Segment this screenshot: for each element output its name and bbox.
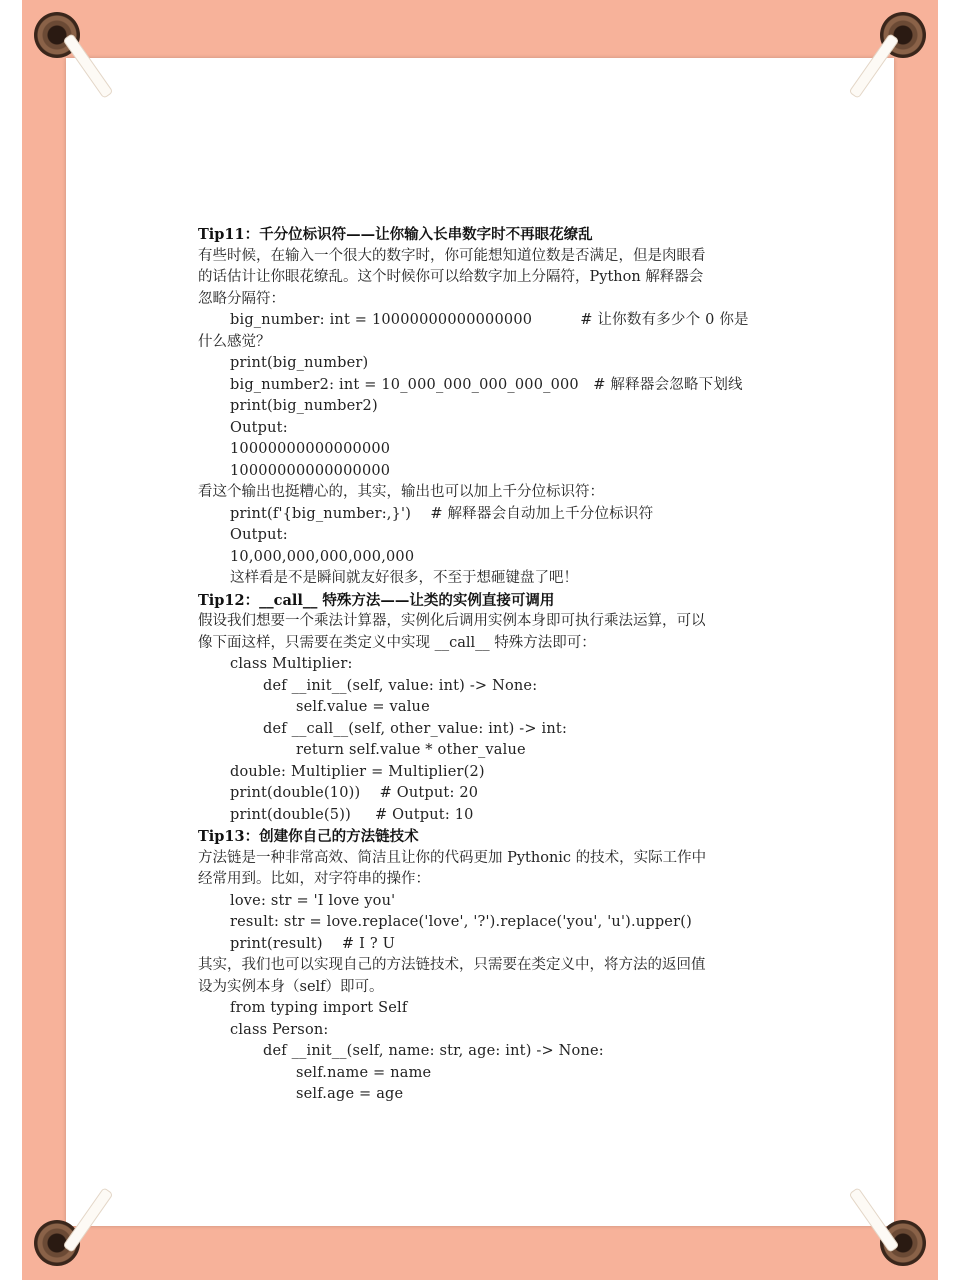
paragraph-line: 这样看是不是瞬间就友好很多，不至于想砸键盘了吧！: [230, 570, 578, 586]
code-line: result: str = love.replace('love', '?').replace('you', 'u').upper(): [230, 914, 692, 930]
code-line: self.age = age: [296, 1086, 404, 1102]
code-line: double: Multiplier = Multiplier(2): [230, 763, 485, 780]
code-line: def __init__(self, value: int) -> None:: [263, 677, 538, 694]
paragraph-line: 有些时候，在输入一个很大的数字时，你可能想知道位数是否满足，但是肉眼看: [198, 247, 706, 264]
paragraph-line: 的话估计让你眼花缭乱。这个时候你可以给数字加上分隔符，Python 解释器会: [198, 269, 704, 285]
tip11-heading: Tip11：千分位标识符——让你输入长串数字时不再眼花缭乱: [198, 226, 593, 243]
code-line: def __call__(self, other_value: int) -> int:: [263, 720, 568, 737]
code-line: from typing import Self: [230, 1000, 408, 1016]
code-line: self.value = value: [296, 699, 430, 715]
code-line: 10,000,000,000,000,000: [230, 548, 415, 565]
paragraph-line: 忽略分隔符：: [198, 290, 285, 307]
code-line: love: str = 'I love you': [230, 892, 396, 909]
code-line: print(big_number): [230, 355, 369, 371]
code-line: Output:: [230, 419, 288, 436]
code-line: print(big_number2): [230, 398, 378, 414]
document-body: [198, 224, 778, 1106]
paragraph-line: 其实，我们也可以实现自己的方法链技术，只需要在类定义中，将方法的返回值: [198, 957, 706, 973]
code-line: print(double(10)) # Output: 20: [230, 785, 479, 801]
code-line: print(result) # I ? U: [230, 935, 396, 952]
paragraph-line: 假设我们想要一个乘法计算器，实例化后调用实例本身即可执行乘法运算，可以: [198, 613, 706, 629]
code-line: return self.value * other_value: [296, 742, 526, 758]
code-line: Output:: [230, 527, 288, 543]
code-line: big_number: int = 10000000000000000 # 让你数有多少个 0 你是: [230, 312, 749, 328]
paragraph-line: 看这个输出也挺糟心的，其实，输出也可以加上千分位标识符：: [198, 484, 604, 500]
paragraph-line: 什么感觉？: [198, 333, 271, 350]
code-line: class Person:: [230, 1021, 329, 1038]
code-line: def __init__(self, name: str, age: int) -> None:: [263, 1043, 604, 1059]
code-line: class Multiplier:: [230, 656, 353, 672]
tip12-heading: Tip12：__call__ 特殊方法——让类的实例直接可调用: [198, 591, 555, 609]
code-line: 10000000000000000: [230, 441, 391, 457]
code-line: print(f'{big_number:,}') # 解释器会自动加上千分位标识符: [230, 505, 654, 522]
code-line: 10000000000000000: [230, 462, 391, 479]
paragraph-line: 设为实例本身（self）即可。: [198, 978, 384, 995]
paragraph-line: 经常用到。比如，对字符串的操作：: [198, 871, 430, 887]
paragraph-line: 方法链是一种非常高效、简洁且让你的代码更加 Pythonic 的技术，实际工作中: [198, 849, 707, 866]
code-line: big_number2: int = 10_000_000_000_000_000 # 解释器会忽略下划线: [230, 376, 743, 393]
tip13-heading: Tip13：创建你自己的方法链技术: [198, 828, 419, 845]
code-line: self.name = name: [296, 1064, 432, 1081]
code-line: print(double(5)) # Output: 10: [230, 806, 474, 823]
paragraph-line: 像下面这样，只需要在类定义中实现 __call__ 特殊方法即可：: [198, 634, 596, 651]
